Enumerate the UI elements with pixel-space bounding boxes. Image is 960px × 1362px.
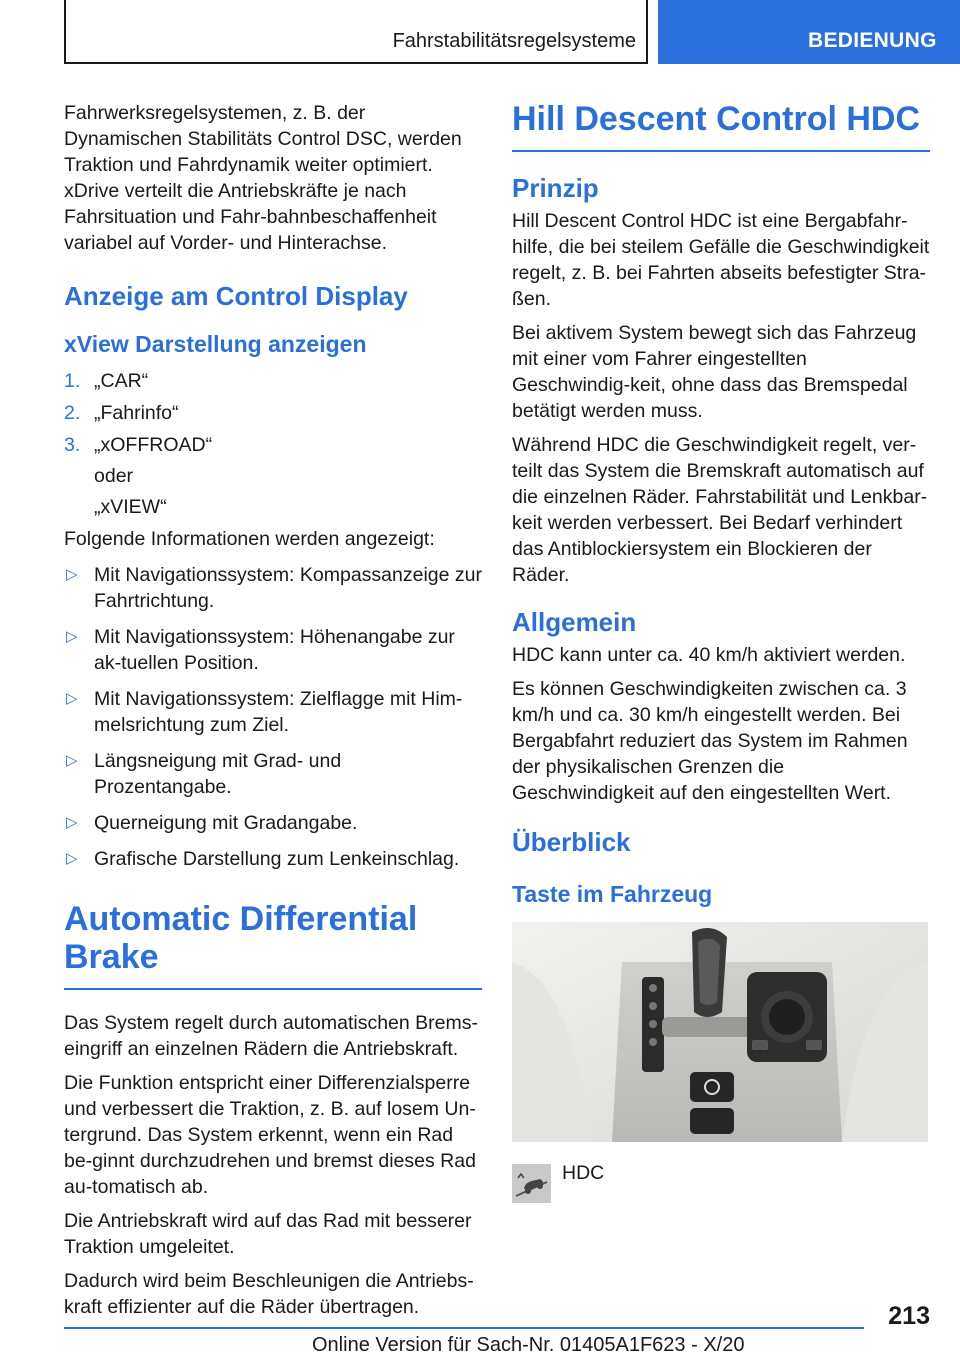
adb-paragraph-3: Die Antriebskraft wird auf das Rad mit besserer Traktion umgeleitet.: [64, 1210, 472, 1258]
allgemein-paragraph-2: Es können Geschwindigkeiten zwischen ca. 3 km/h und ca. 30 km/h eingestellt werden. Bei Bergabfahrt reduziert das System im Rahmen der physikalischen Grenzen die Geschwindigkeit auf den eingestellten Wert.: [512, 678, 908, 804]
step-alt-text: „xVIEW“: [94, 496, 167, 518]
heading-hdc: Hill Descent Control HDC: [512, 100, 930, 152]
bullet-text: Mit Navigationssystem: Zielflagge mit Him-melsrichtung zum Ziel.: [94, 688, 463, 736]
center-console-photo: [512, 922, 928, 1142]
step-text: „Fahrinfo“: [94, 402, 179, 424]
bullet-item: [64, 748, 482, 800]
hdc-legend-label: HDC: [562, 1162, 605, 1184]
info-bullets: [64, 562, 482, 872]
triangle-bullet-icon: ▷: [66, 628, 78, 645]
allgemein-paragraph-1: HDC kann unter ca. 40 km/h aktiviert werden.: [512, 644, 906, 666]
left-column: [64, 100, 482, 1328]
bullet-text: Längsneigung mit Grad- und Prozentangabe.: [94, 750, 342, 798]
triangle-bullet-icon: ▷: [66, 690, 78, 707]
heading-taste: Taste im Fahrzeug: [512, 881, 713, 907]
bullet-text: Mit Navigationssystem: Kompassanzeige zur Fahrtrichtung.: [94, 564, 482, 612]
heading-allgemein: Allgemein: [512, 607, 637, 637]
section-title: Fahrstabilitätsregelsysteme: [392, 30, 636, 52]
bullet-item: [64, 686, 482, 738]
xview-steps: [64, 368, 482, 520]
step-number: 3.: [64, 434, 81, 456]
step-alt-or: oder: [94, 465, 134, 487]
heading-control-display: Anzeige am Control Display: [64, 281, 408, 311]
chapter-tab[interactable]: [658, 0, 960, 64]
step-item: [64, 368, 482, 394]
bullet-text: Grafische Darstellung zum Lenkeinschlag.: [94, 848, 460, 870]
step-number: 2.: [64, 402, 81, 424]
car-descent-icon: [512, 1164, 551, 1203]
center-console-illustration: [512, 922, 928, 1142]
intro-paragraph: Fahrwerksregelsystemen, z. B. der Dynamischen Stabilitäts Control DSC, werden Traktion und Fahrdynamik weiter optimiert. xDrive verteilt die Antriebskräfte je nach Fahrsituation und Fahr-bahnbeschaffenheit variabel auf Vorder- und Hinterachse.: [64, 102, 462, 254]
right-column: [512, 100, 930, 1202]
bullet-text: Mit Navigationssystem: Höhenangabe zur ak-tuellen Position.: [94, 626, 455, 674]
step-text: „CAR“: [94, 370, 149, 392]
step-number: 1.: [64, 370, 81, 392]
heading-prinzip: Prinzip: [512, 173, 599, 203]
footer-divider: [64, 1327, 864, 1329]
info-intro: Folgende Informationen werden angezeigt:: [64, 528, 435, 550]
bullet-text: Querneigung mit Gradangabe.: [94, 812, 358, 834]
heading-adb: Automatic Differential Brake: [64, 900, 482, 990]
prinzip-paragraph-2: Bei aktivem System bewegt sich das Fahrzeug mit einer vom Fahrer eingestellten Geschwindig-keit, ohne dass das Bremspedal betätigt werden muss.: [512, 322, 917, 422]
bullet-item: [64, 624, 482, 676]
prinzip-paragraph-3: Während HDC die Geschwindigkeit regelt, ver-teilt das System die Bremskraft automatisch auf die einzelnen Räder. Fahrstabilität und Lenkbar-keit werden verbessert. Bei Bedarf verhindert das Antiblockiersystem ein Blockieren der Räder.: [512, 434, 928, 586]
step-text: „xOFFROAD“: [94, 434, 213, 456]
adb-paragraph-1: Das System regelt durch automatischen Brems-eingriff an einzelnen Rädern die Antriebskraft.: [64, 1012, 478, 1060]
bullet-item: [64, 810, 482, 836]
hdc-icon: [512, 1164, 551, 1203]
triangle-bullet-icon: ▷: [66, 814, 78, 831]
heading-xview: xView Darstellung anzeigen: [64, 331, 367, 357]
adb-paragraph-4: Dadurch wird beim Beschleunigen die Antriebs-kraft effizienter auf die Räder übertragen.: [64, 1270, 474, 1318]
running-header: [64, 0, 648, 64]
step-item: [64, 400, 482, 426]
triangle-bullet-icon: ▷: [66, 566, 78, 583]
bullet-item: [64, 846, 482, 872]
chapter-tab-label: BEDIENUNG: [808, 29, 937, 52]
triangle-bullet-icon: ▷: [66, 752, 78, 769]
step-item: [64, 432, 482, 520]
adb-paragraph-2: Die Funktion entspricht einer Differenzialsperre und verbessert die Traktion, z. B. auf losem Un-tergrund. Das System erkennt, wenn ein Rad be-ginnt durchzudrehen und bremst dieses Rad au-tomatisch ab.: [64, 1072, 476, 1198]
heading-ueberblick: Überblick: [512, 827, 631, 857]
prinzip-paragraph-1: Hill Descent Control HDC ist eine Bergabfahr-hilfe, die bei steilem Gefälle die Geschwindigkeit regelt, z. B. bei Fahrten abseits befestigter Stra-ßen.: [512, 210, 930, 310]
triangle-bullet-icon: ▷: [66, 850, 78, 867]
hdc-legend: [512, 1160, 930, 1202]
page-number: 213: [888, 1302, 930, 1330]
bullet-item: [64, 562, 482, 614]
online-version-text: Online Version für Sach-Nr. 01405A1F623 - X/20: [312, 1334, 745, 1356]
